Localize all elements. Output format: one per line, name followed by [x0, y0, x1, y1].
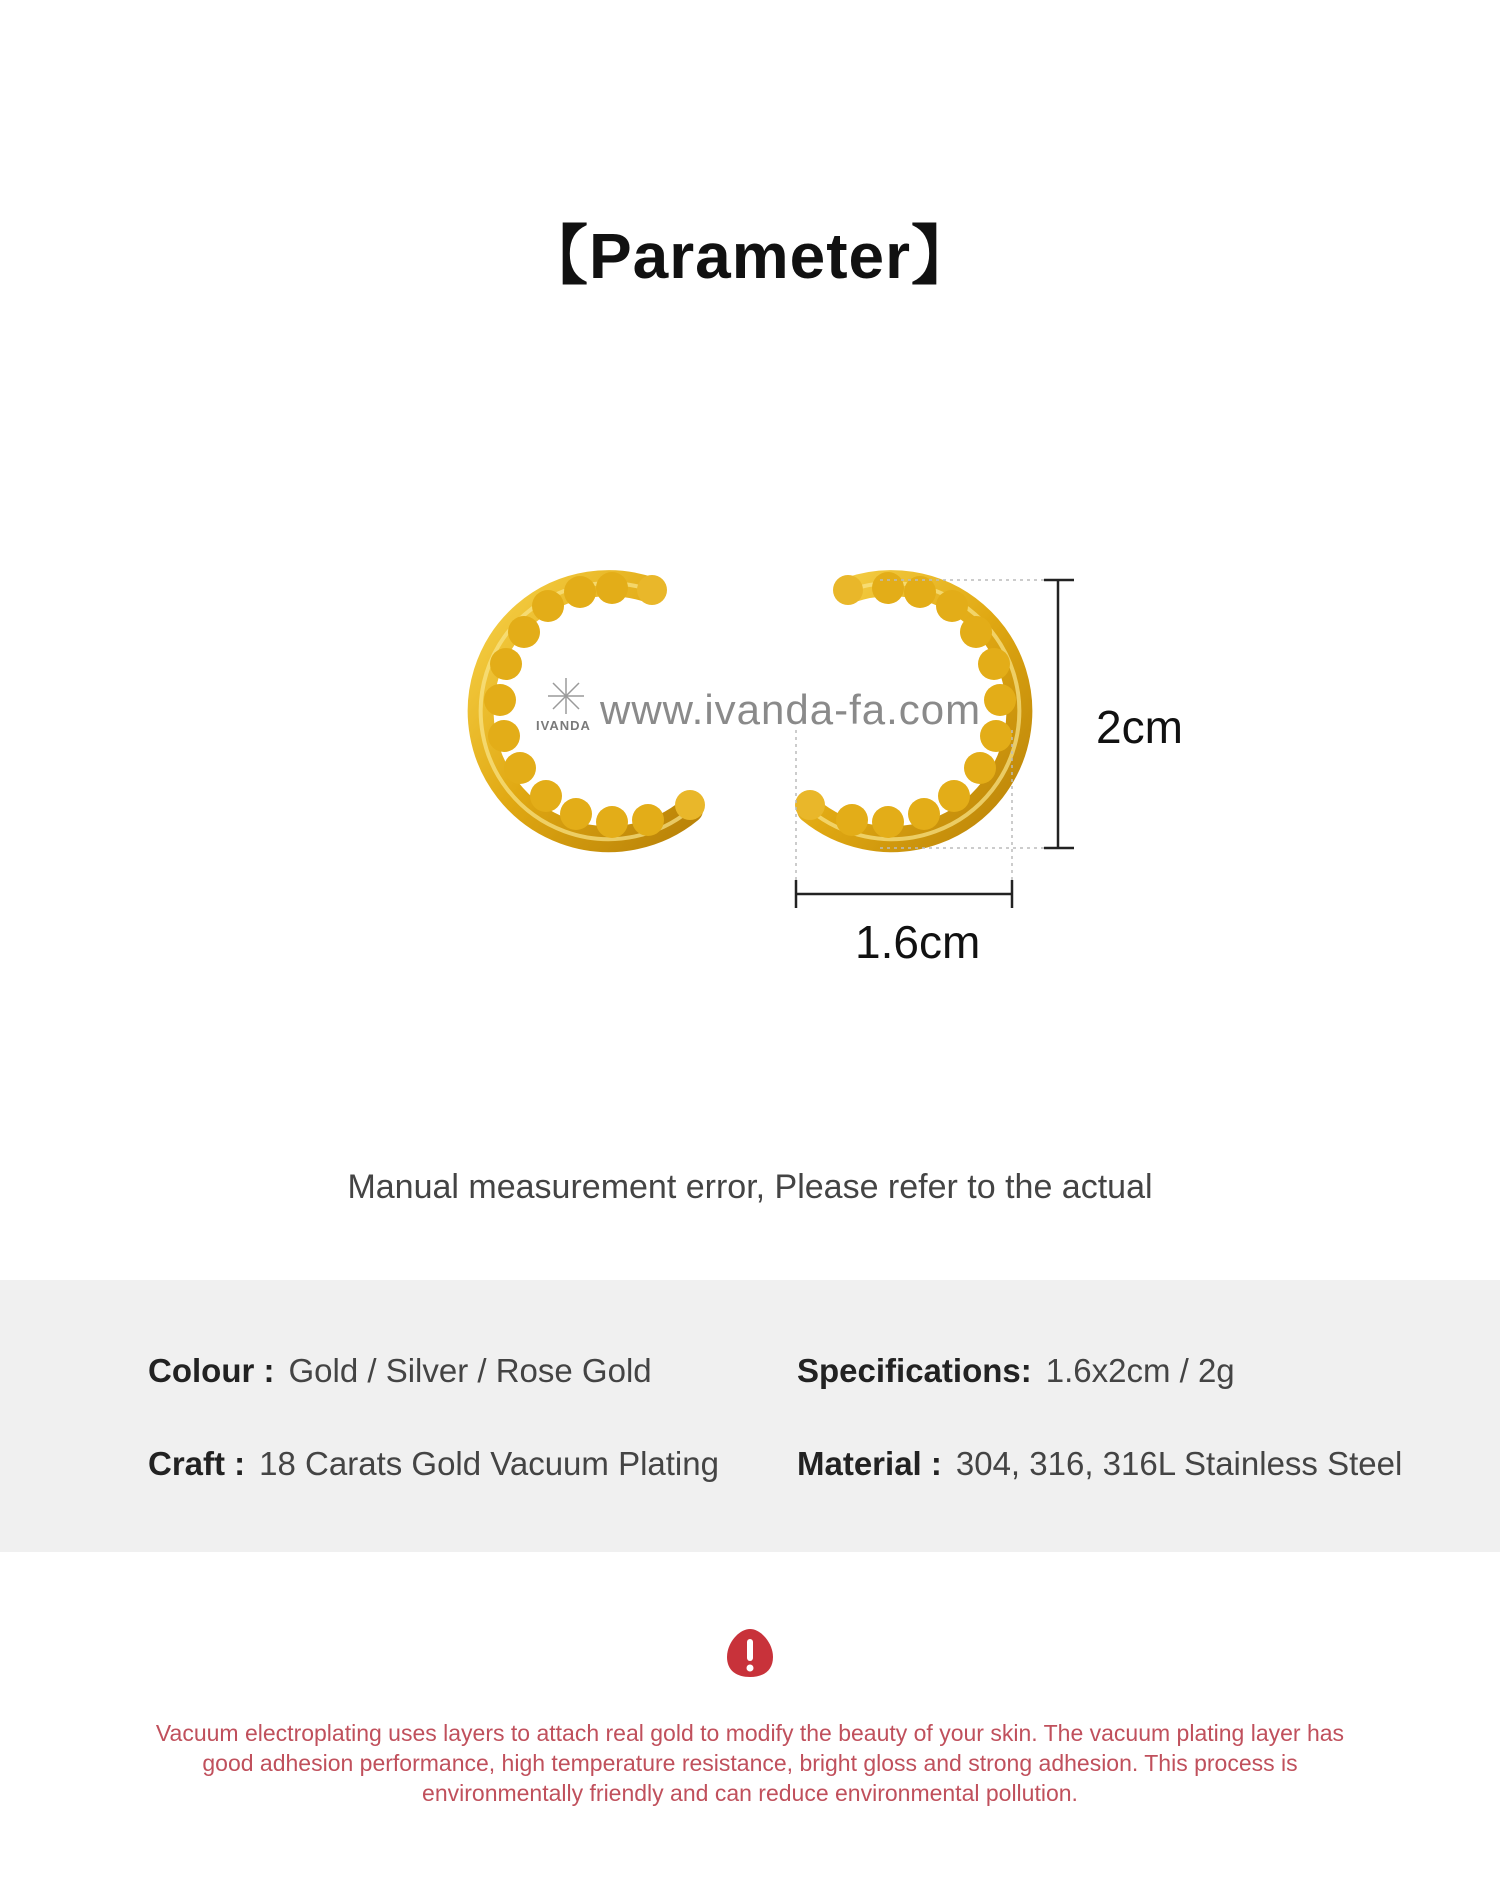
- spec-panel: [0, 1280, 1500, 1552]
- spec-craft: [148, 1445, 719, 1483]
- height-label: 2cm: [1096, 701, 1183, 753]
- height-dimension-line: [1044, 580, 1074, 848]
- spec-material: [797, 1445, 1402, 1483]
- warning-icon: [725, 1627, 775, 1679]
- page-title: 【Parameter】: [523, 220, 977, 292]
- spec-material-key: Material :: [797, 1445, 942, 1482]
- logo-text: IVANDA: [536, 718, 591, 733]
- spec-specifications-value: 1.6x2cm / 2g: [1045, 1352, 1235, 1389]
- watermark-url: www.ivanda-fa.com: [600, 686, 982, 733]
- product-image: [0, 540, 1500, 1000]
- width-dimension-line: [796, 880, 1012, 908]
- spec-craft-key: Craft :: [148, 1445, 246, 1482]
- width-label: 1.6cm: [855, 916, 981, 968]
- spec-material-value: 304, 316, 316L Stainless Steel: [955, 1445, 1403, 1482]
- spec-colour: [148, 1352, 652, 1390]
- measurement-note: Manual measurement error, Please refer to the actual: [347, 1168, 1153, 1206]
- ear-cuff-illustration: [0, 540, 1500, 1000]
- spec-colour-value: Gold / Silver / Rose Gold: [288, 1352, 652, 1389]
- warning-text: Vacuum electroplating uses layers to attach real gold to modify the beauty of your skin. The vacuum plating layer has good adhesion performance, high temperature resistance, bright gloss and strong adhesion. This process is environmentally friendly and can reduce environmental pollution.: [155, 1720, 1345, 1806]
- spec-craft-value: 18 Carats Gold Vacuum Plating: [259, 1445, 719, 1482]
- spec-colour-key: Colour :: [148, 1352, 275, 1389]
- spec-specifications-key: Specifications:: [797, 1352, 1032, 1389]
- spec-specifications: [797, 1352, 1235, 1390]
